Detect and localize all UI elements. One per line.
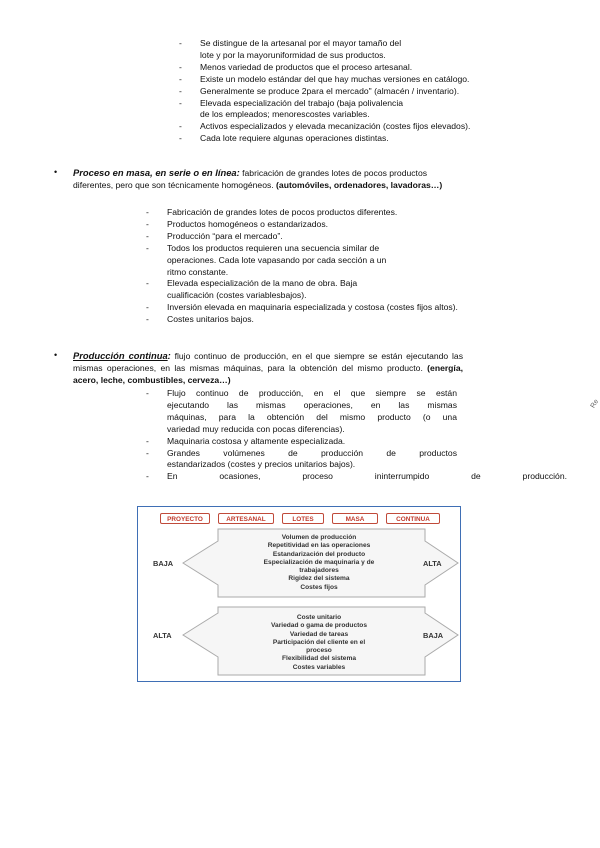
list-item: - Maquinaria costosa y altamente especializada.: [146, 436, 566, 448]
chip-proyecto: PROYECTO: [160, 513, 210, 524]
bullet-icon: •: [54, 350, 58, 360]
continuous-production-paragraph: • Producción continua: flujo continuo de producción, en el que siempre se están ejecutando las mismas operaciones, en las mismas máquinas, para la obtención del mismo producto. (energía, acero, leche, combustibles, cerveza…): [54, 350, 463, 385]
list-item: - Costes unitarios bajos.: [146, 314, 531, 326]
production-process-diagram: [137, 506, 461, 682]
mass-production-heading: Proceso en masa, en serie o en línea:: [73, 167, 240, 178]
list-item: - Productos homogéneos o estandarizados.: [146, 219, 531, 231]
top-right-label: ALTA: [423, 559, 442, 568]
list-item: - Menos variedad de productos que el proceso artesanal.: [179, 62, 544, 74]
list-item: - Existe un modelo estándar del que hay muchas versiones en catálogo.: [179, 74, 544, 86]
top-left-label: BAJA: [153, 559, 174, 568]
bottom-left-label: ALTA: [153, 631, 172, 640]
bullet-icon: •: [54, 167, 58, 177]
margin-fragment-text: Re: [589, 398, 600, 410]
list-item: - Activos especializados y elevada mecanización (costes fijos elevados).: [179, 121, 544, 133]
list-item: - Flujo continuo de producción, en el que siempre se están ejecutando las mismas operaciones, en las mismas máquinas, para la obtención del mismo producto (o una variedad muy reducida con pocas diferencias).: [146, 388, 457, 436]
continuous-production-heading: Producción continua: [73, 350, 168, 361]
continuous-production-examples: (energía, acero, leche, combustibles, cerveza…): [73, 362, 463, 385]
continuous-production-description: flujo continuo de producción, en el que siempre se están ejecutando las mismas operaciones, en las mismas máquinas, para la obtención del mismo producto.: [73, 351, 463, 373]
mass-production-description: fabricación de grandes lotes de pocos productos diferentes, pero que son técnicamente homogéneos.: [73, 168, 428, 190]
chip-lotes: LOTES: [282, 513, 324, 524]
list-item: - Elevada especialización del trabajo (baja polivalencia de los empleados; menorescostes variables.: [179, 98, 544, 122]
list-item: - En ocasiones, proceso ininterrumpido de producción.: [146, 471, 567, 483]
list-item: - Fabricación de grandes lotes de pocos productos diferentes.: [146, 207, 531, 219]
continuous-production-list: [146, 388, 566, 483]
lot-production-list: [179, 38, 544, 145]
top-box-text: Volumen de producción Repetitividad en las operaciones Estandarización del producto Especialización de maquinaria y de trabajadores Rigidez del sistema Costes fijos: [263, 534, 375, 591]
list-item: - Elevada especialización de la mano de obra. Baja cualificación (costes variablesbajos).: [146, 278, 531, 302]
chip-masa: MASA: [332, 513, 378, 524]
list-item: - Producción “para el mercado”.: [146, 231, 531, 243]
mass-production-examples: (automóviles, ordenadores, lavadoras…): [276, 179, 443, 190]
list-item: - Generalmente se produce 2para el mercado" (almacén / inventario).: [179, 86, 544, 98]
chip-artesanal: ARTESANAL: [218, 513, 274, 524]
bottom-box-text: Coste unitario Variedad o gama de productos Variedad de tareas Participación del cliente en el proceso Flexibilidad del sistema Costes variables: [271, 614, 367, 671]
list-item: - Grandes volúmenes de producción de productos estandarizados (costes y precios unitarios bajos).: [146, 448, 457, 472]
list-item: - Inversión elevada en maquinaria especializada y costosa (costes fijos altos).: [146, 302, 531, 314]
list-item: - Todos los productos requieren una secuencia similar de operaciones. Cada lote vapasando por cada sección a un ritmo constante.: [146, 243, 531, 279]
bottom-right-label: BAJA: [423, 631, 444, 640]
mass-production-paragraph: [54, 167, 463, 192]
list-item: - Cada lote requiere algunas operaciones distintas.: [179, 133, 544, 145]
list-item: - Se distingue de la artesanal por el mayor tamaño del lote y por la mayoruniformidad de sus productos.: [179, 38, 544, 62]
chip-continua: CONTINUA: [386, 513, 440, 524]
mass-production-list: [146, 207, 531, 326]
